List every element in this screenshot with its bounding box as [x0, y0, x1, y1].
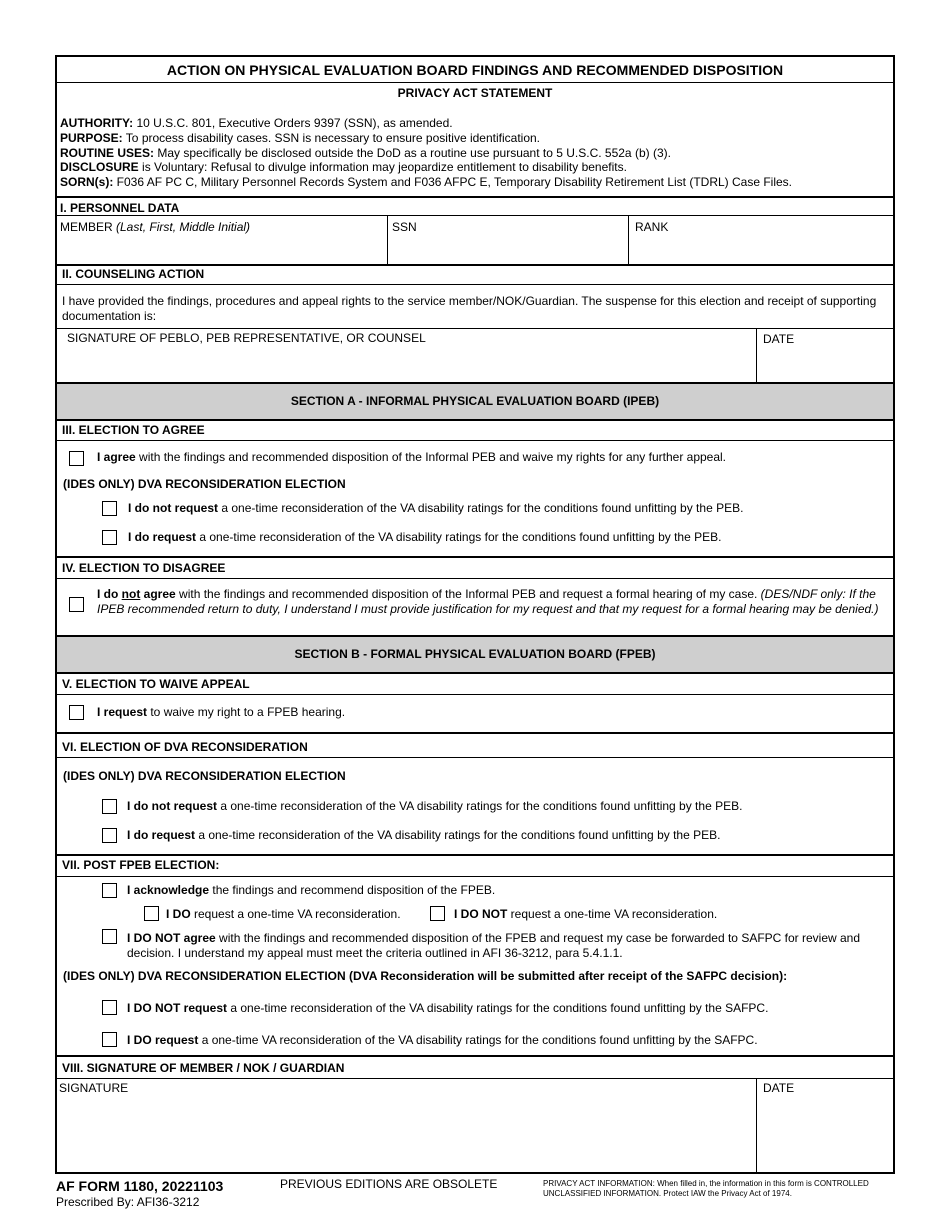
fpeb-request-statement: I do request a one-time reconsideration of the VA disability ratings for the conditions found unfitting by the PEB.: [127, 828, 721, 842]
fpeb-not-request-checkbox[interactable]: [102, 799, 117, 814]
member-signature-field[interactable]: SIGNATURE: [59, 1081, 129, 1095]
fpeb-not-request-statement: I do not request a one-time reconsideration of the VA disability ratings for the conditions found unfitting by the PEB.: [127, 799, 743, 813]
outer-border-left: [55, 55, 57, 1174]
safpc-not-request-checkbox[interactable]: [102, 1000, 117, 1015]
disagree-heading: IV. ELECTION TO DISAGREE: [62, 561, 226, 575]
section-a-heading: SECTION A - INFORMAL PHYSICAL EVALUATION BOARD (IPEB): [290, 394, 660, 408]
waive-heading: V. ELECTION TO WAIVE APPEAL: [62, 677, 250, 691]
ssn-field[interactable]: SSN: [392, 220, 417, 234]
privacy-routine-uses: ROUTINE USES: May specifically be disclosed outside the DoD as a routine use pursuant to 5 U.S.C. 552a (b) (3).: [60, 146, 671, 160]
ipeb-ides-heading: (IDES ONLY) DVA RECONSIDERATION ELECTION: [63, 477, 346, 491]
do-not-agree-statement: I DO NOT agree with the findings and recommended disposition of the FPEB and request my case be forwarded to SAFPC for review and decision. I understand my appeal must meet the criteria outlined in AFI 36-3212, para 5.4.1.1.: [127, 931, 861, 960]
acknowledge-statement: I acknowledge the findings and recommend disposition of the FPEB.: [127, 883, 496, 897]
post-fpeb-heading: VII. POST FPEB ELECTION:: [62, 858, 220, 872]
idonot-reconsideration-statement: I DO NOT request a one-time VA reconsideration.: [454, 907, 718, 921]
ido-reconsideration-statement: I DO request a one-time VA reconsideration.: [166, 907, 401, 921]
privacy-sorn: SORN(s): F036 AF PC C, Military Personnel Records System and F036 AFPC E, Temporary Disability Retirement List (TDRL) Case Files.: [60, 175, 793, 189]
ipeb-not-request-checkbox[interactable]: [102, 501, 117, 516]
do-not-agree-checkbox[interactable]: [102, 929, 117, 944]
idonot-reconsideration-checkbox[interactable]: [430, 906, 445, 921]
disagree-statement: I do not agree with the findings and recommended disposition of the Informal PEB and request a formal hearing of my case. (DES/NDF only: If the IPEB recommended return to duty, I understand I must provide justification for my request and that my request for a formal hearing may be denied.): [97, 587, 879, 616]
privacy-footer-notice: PRIVACY ACT INFORMATION: When filled in, the information in this form is CONTROLLED UNCLASSIFIED INFORMATION. Protect IAW the Privacy Act of 1974.: [543, 1179, 869, 1198]
dva-heading: VI. ELECTION OF DVA RECONSIDERATION: [62, 740, 308, 754]
obsolete-notice: PREVIOUS EDITIONS ARE OBSOLETE: [280, 1177, 498, 1191]
safpc-not-request-statement: I DO NOT request a one-time reconsideration of the VA disability ratings for the conditions found unfitting by the SAFPC.: [127, 1001, 769, 1015]
rank-field[interactable]: RANK: [635, 220, 669, 234]
agree-heading: III. ELECTION TO AGREE: [62, 423, 205, 437]
outer-border-bottom: [55, 1172, 895, 1174]
disagree-checkbox[interactable]: [69, 597, 84, 612]
member-name-field[interactable]: MEMBER (Last, First, Middle Initial): [60, 220, 251, 234]
fpeb-ides-heading: (IDES ONLY) DVA RECONSIDERATION ELECTION: [63, 769, 346, 783]
form-id: AF FORM 1180, 20221103: [56, 1178, 224, 1194]
acknowledge-checkbox[interactable]: [102, 883, 117, 898]
privacy-purpose: PURPOSE: To process disability cases. SSN is necessary to ensure positive identification.: [60, 131, 540, 145]
safpc-request-statement: I DO request a one-time VA reconsideration of the VA disability ratings for the conditions found unfitting by the SAFPC.: [127, 1033, 758, 1047]
peblo-signature-field[interactable]: SIGNATURE OF PEBLO, PEB REPRESENTATIVE, OR COUNSEL: [67, 331, 426, 345]
privacy-heading: PRIVACY ACT STATEMENT: [397, 86, 553, 100]
safpc-request-checkbox[interactable]: [102, 1032, 117, 1047]
agree-checkbox[interactable]: [69, 451, 84, 466]
ipeb-request-checkbox[interactable]: [102, 530, 117, 545]
outer-border-top: [55, 55, 895, 57]
prescribed-by: Prescribed By: AFI36-3212: [56, 1195, 200, 1209]
form-title: ACTION ON PHYSICAL EVALUATION BOARD FINDINGS AND RECOMMENDED DISPOSITION: [166, 62, 784, 78]
safpc-ides-heading: (IDES ONLY) DVA RECONSIDERATION ELECTION (DVA Reconsideration will be submitted after receipt of the SAFPC decision):: [63, 969, 788, 983]
privacy-authority: AUTHORITY: 10 U.S.C. 801, Executive Orders 9397 (SSN), as amended.: [60, 116, 453, 130]
waive-statement: I request to waive my right to a FPEB hearing.: [97, 705, 346, 719]
member-signature-heading: VIII. SIGNATURE OF MEMBER / NOK / GUARDIAN: [62, 1061, 345, 1075]
agree-statement: I agree with the findings and recommended disposition of the Informal PEB and waive my rights for any further appeal.: [97, 450, 727, 464]
fpeb-request-checkbox[interactable]: [102, 828, 117, 843]
peblo-date-field[interactable]: DATE: [763, 332, 795, 346]
waive-checkbox[interactable]: [69, 705, 84, 720]
ipeb-request-statement: I do request a one-time reconsideration of the VA disability ratings for the conditions found unfitting by the PEB.: [128, 530, 722, 544]
privacy-disclosure: DISCLOSURE is Voluntary: Refusal to divulge information may jeopardize entitlement to disability benefits.: [60, 160, 627, 174]
ipeb-not-request-statement: I do not request a one-time reconsideration of the VA disability ratings for the conditions found unfitting by the PEB.: [128, 501, 744, 515]
member-date-field[interactable]: DATE: [763, 1081, 795, 1095]
counseling-heading: II. COUNSELING ACTION: [62, 267, 205, 281]
section-b-heading: SECTION B - FORMAL PHYSICAL EVALUATION BOARD (FPEB): [294, 647, 656, 661]
personnel-heading: I. PERSONNEL DATA: [60, 201, 180, 215]
counseling-text: I have provided the findings, procedures and appeal rights to the service member/NOK/Guardian. The suspense for this election and receipt of supporting documentation is:: [62, 294, 877, 323]
ido-reconsideration-checkbox[interactable]: [144, 906, 159, 921]
outer-border-right: [893, 55, 895, 1174]
